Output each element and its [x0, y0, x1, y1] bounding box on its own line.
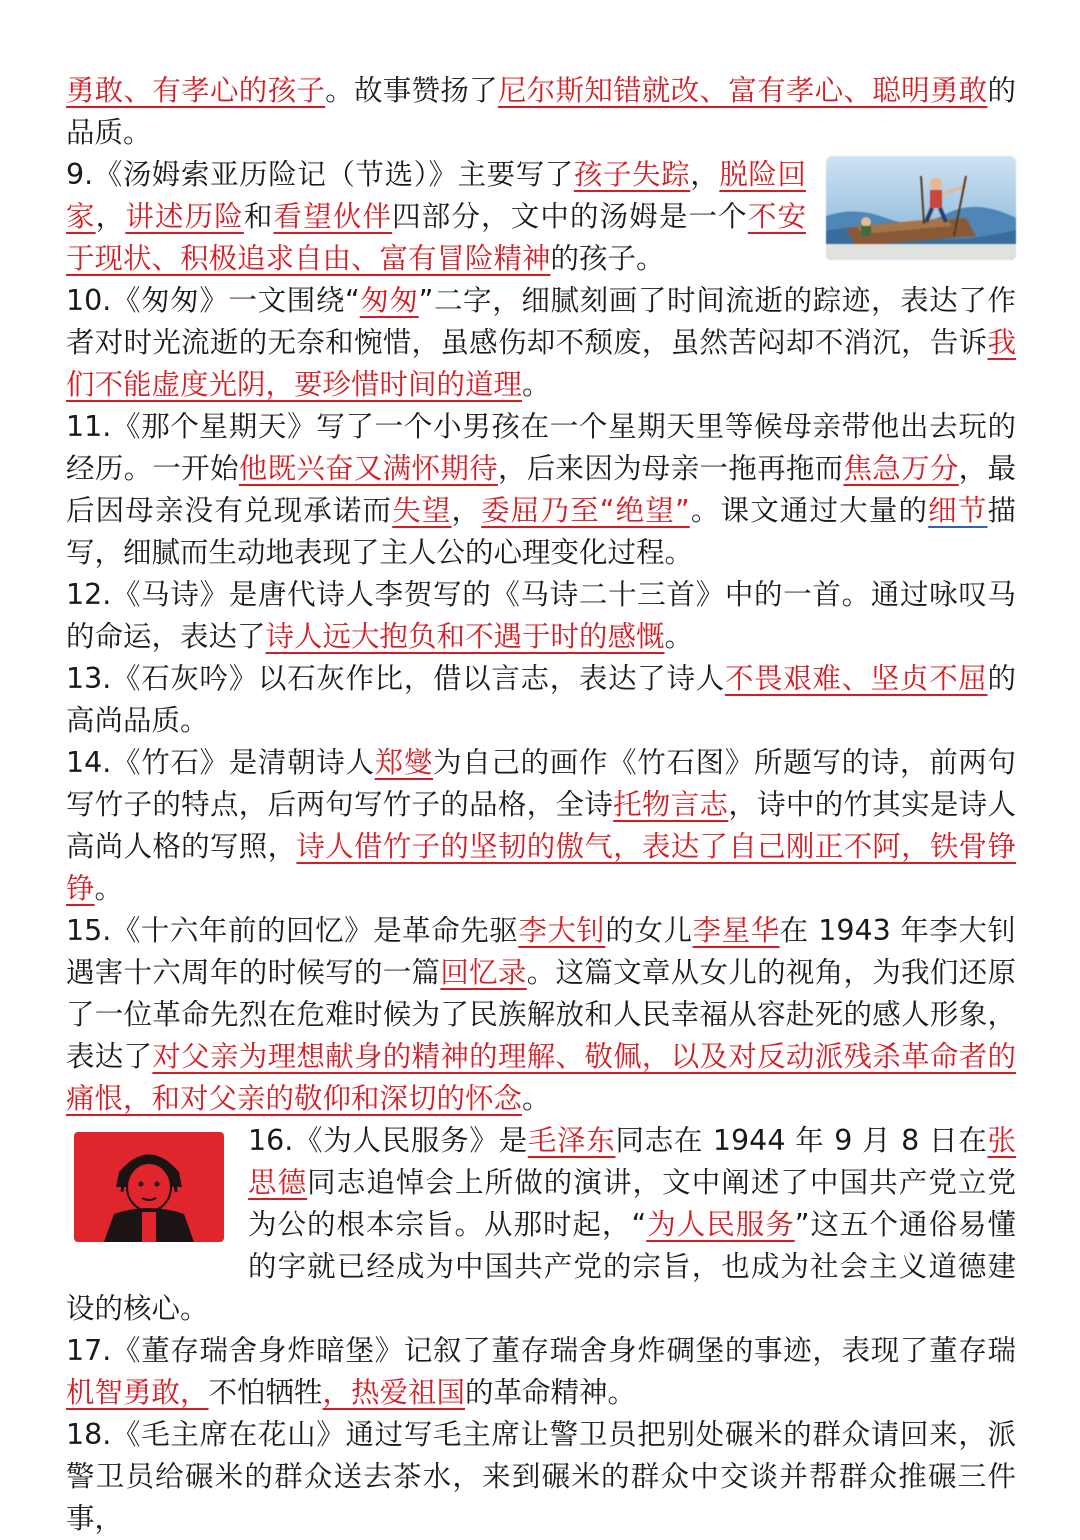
- highlight: 失望: [392, 494, 452, 527]
- item-9: [66, 154, 1016, 280]
- text: 的孩子。: [550, 242, 665, 275]
- intro-paragraph: [66, 70, 1016, 154]
- text: 为自己的画作《竹石图》所题写的诗，前两句写竹子的特点，后两句写竹子的品格，全诗: [66, 746, 1016, 821]
- item-14: [66, 742, 1016, 910]
- text: 的品质。: [66, 74, 1016, 149]
- highlight: 焦急万分: [843, 452, 959, 485]
- text: 。课文通过大量的: [689, 494, 929, 527]
- highlight: 毛泽东: [527, 1124, 616, 1157]
- text: ，后来因为母亲一拖再拖而: [497, 452, 844, 485]
- text: ”这五个通俗易懂的字就已经成为中国共产党的宗旨，也成为社会主义道德建设的核心。: [66, 1208, 1016, 1325]
- portrait-illustration: [74, 1132, 224, 1242]
- text: 的女儿: [605, 914, 693, 947]
- text: 10.《匆匆》一文围绕“: [66, 284, 360, 317]
- highlight: 托物言志: [613, 788, 729, 821]
- highlight: 不畏艰难、坚贞不屈: [724, 662, 988, 695]
- tom-sawyer-illustration: [826, 156, 1016, 260]
- text: 13.《石灰吟》以石灰作比，借以言志，表达了诗人: [66, 662, 725, 695]
- text: ，诗中的竹其实是诗人高尚人格的写照，: [66, 788, 1016, 863]
- highlight: 孩子失踪: [573, 158, 691, 191]
- highlight: 讲述历险: [125, 200, 244, 233]
- highlight: 张思德: [248, 1124, 1017, 1199]
- text: 15.《十六年前的回忆》是革命先驱: [66, 914, 519, 947]
- text: ，: [690, 158, 720, 191]
- text: 。: [664, 620, 694, 653]
- highlight: 匆匆: [359, 284, 419, 317]
- item-10: [66, 280, 1016, 406]
- highlight: 机智勇敢，: [66, 1376, 209, 1409]
- text: 四部分，文中的汤姆是一个: [392, 200, 748, 233]
- text: 和: [243, 200, 274, 233]
- text: 同志在 1944 年 9 月 8 日在: [615, 1124, 988, 1157]
- text: 。故事赞扬了: [325, 74, 498, 107]
- text: 同志追悼会上所做的演讲，文中阐述了中国共产党立党为公的根本宗旨。从那时起，“: [248, 1166, 1016, 1241]
- highlight: 回忆录: [440, 956, 527, 989]
- text: 在 1943 年李大钊遇害十六周年的时候写的一篇: [66, 914, 1016, 989]
- highlight: 不安于现状、积极追求自由、富有冒险精神: [66, 200, 806, 275]
- highlight: 对父亲为理想献身的精神的理解、敬佩，以及对反动派残杀革命者的痛恨，和对父亲的敬仰和深切的怀念: [66, 1040, 1016, 1115]
- text: 。: [522, 368, 551, 401]
- item-16: [66, 1120, 1016, 1330]
- highlight: ，热爱祖国: [322, 1376, 466, 1409]
- highlight: 诗人借竹子的坚韧的傲气，表达了自己刚正不阿，铁骨铮铮: [66, 830, 1016, 905]
- item-17: [66, 1330, 1016, 1414]
- item-13: [66, 658, 1016, 742]
- highlight: 为人民服务: [646, 1208, 795, 1241]
- text: ，: [95, 200, 126, 233]
- text: 的高尚品质。: [66, 662, 1016, 737]
- text: ，: [451, 494, 482, 527]
- text: 的革命精神。: [465, 1376, 637, 1409]
- highlight: 他既兴奋又满怀期待: [238, 452, 498, 485]
- item-11: [66, 406, 1016, 574]
- item-15: [66, 910, 1016, 1120]
- text: 描写，细腻而生动地表现了主人公的心理变化过程。: [66, 494, 1016, 569]
- text: 14.《竹石》是清朝诗人: [66, 746, 375, 779]
- highlight: 李大钊: [518, 914, 606, 947]
- highlight: 我们不能虚度光阴，要珍惜时间的道理: [66, 326, 1016, 401]
- text: 16.《为人民服务》是: [248, 1124, 528, 1157]
- text: 。: [94, 872, 124, 905]
- document-page: [66, 70, 1016, 1540]
- highlight: 尼尔斯知错就改、富有孝心、聪明勇敢: [497, 74, 988, 107]
- text: 17.《董存瑞舍身炸暗堡》记叙了董存瑞舍身炸碉堡的事迹，表现了董存瑞: [66, 1334, 1016, 1367]
- highlight: 看望伙伴: [273, 200, 393, 233]
- highlight: 细节: [928, 494, 988, 527]
- highlight: 委屈乃至“绝望”: [481, 494, 690, 527]
- text: 12.《马诗》是唐代诗人李贺写的《马诗二十三首》中的一首。通过咏叹马的命运，表达了: [66, 578, 1016, 653]
- highlight: 诗人远大抱负和不遇于时的感慨: [265, 620, 665, 653]
- highlight: 郑燮: [374, 746, 434, 779]
- text: ，最后因母亲没有兑现承诺而: [66, 452, 1016, 527]
- item-18: [66, 1414, 1016, 1540]
- text: 9.《汤姆索亚历险记（节选）》主要写了: [66, 158, 574, 191]
- highlight: 勇敢、有孝心的孩子: [66, 74, 326, 107]
- text: 。: [522, 1082, 551, 1115]
- text: 18.《毛主席在花山》通过写毛主席让警卫员把别处碾米的群众请回来，派警卫员给碾米的群众送去茶水，来到碾米的群众中交谈并帮群众推碾三件事，: [66, 1418, 1016, 1535]
- text: 11.《那个星期天》写了一个小男孩在一个星期天里等候母亲带他出去玩的经历。一开始: [66, 410, 1016, 485]
- text: 不怕牺牲: [208, 1376, 323, 1409]
- highlight: 脱险回家: [66, 158, 806, 233]
- text: ”二字，细腻刻画了时间流逝的踪迹，表达了作者对时光流逝的无奈和惋惜，虽感伤却不颓废，虽然苦闷却不消沉，告诉: [66, 284, 1016, 359]
- highlight: 李星华: [692, 914, 780, 947]
- text: 。这篇文章从女儿的视角，为我们还原了一位革命先烈在危难时候为了民族解放和人民幸福从容赴死的感人形象，表达了: [66, 956, 1016, 1073]
- item-12: [66, 574, 1016, 658]
